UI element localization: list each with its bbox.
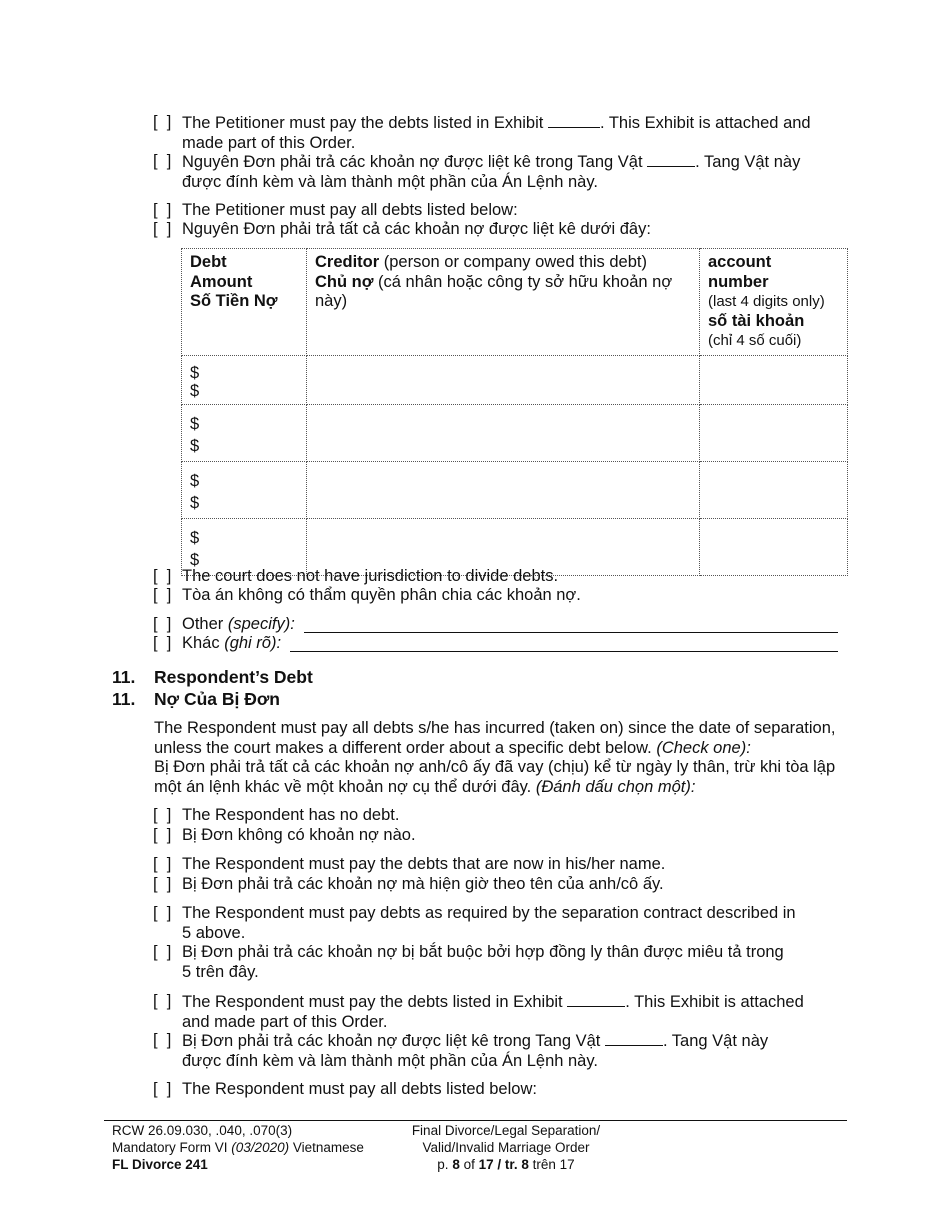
checkbox[interactable]: [ ] (153, 826, 172, 844)
text (112, 1139, 364, 1156)
text: trên 17 (528, 1157, 575, 1172)
text: . Tang Vật này (662, 1032, 769, 1050)
header-account-number (700, 249, 848, 356)
text: 8 (521, 1157, 529, 1172)
text: . This Exhibit is attached and (599, 114, 811, 132)
intro-vi (154, 758, 854, 797)
text: . Tang Vật này (695, 153, 801, 171)
opt2-vi: Bị Đơn phải trả các khoản nợ mà hiện giờ theo tên của anh/cô ấy. (182, 875, 664, 893)
text: (03/2020) (231, 1140, 290, 1155)
footer-left (112, 1122, 364, 1173)
text: RCW 26.09.030, .040, .070(3) (112, 1123, 293, 1138)
table-header-row (182, 249, 848, 356)
text: (ghi rõ): (224, 634, 282, 652)
text: number (708, 272, 769, 291)
debt-amount-cell[interactable] (182, 404, 307, 461)
dollar-sign: $ (190, 550, 200, 569)
checkbox[interactable]: [ ] (153, 1080, 172, 1098)
checkbox[interactable]: [ ] (153, 806, 172, 824)
debts-table (181, 248, 848, 576)
dollar-sign: $ (190, 363, 200, 382)
pet-exhibit-vi (182, 152, 800, 192)
text: Other (182, 615, 228, 633)
text: The Respondent must pay all debts s/he has incurred (taken on) since the date of separation, unless the court makes a different order about a specific debt below. (154, 719, 836, 757)
checkbox[interactable]: [ ] (153, 586, 172, 604)
checkbox[interactable]: [ ] (153, 615, 172, 633)
opt4-en (182, 992, 804, 1032)
checkbox[interactable]: [ ] (153, 634, 172, 652)
text: (person or company owed this debt) (379, 253, 647, 271)
exhibit-blank[interactable] (548, 113, 600, 128)
text: of (459, 1157, 479, 1172)
text: (last 4 digits only) (708, 293, 825, 310)
text: (chỉ 4 số cuối) (708, 332, 802, 349)
dollar-sign: $ (190, 528, 200, 547)
opt2-en: The Respondent must pay the debts that are now in his/her name. (182, 855, 666, 873)
text: được đính kèm và làm thành một phần của Án Lệnh này. (182, 1051, 598, 1070)
opt5-en: The Respondent must pay all debts listed below: (182, 1080, 537, 1098)
text: . This Exhibit is attached (625, 993, 804, 1011)
text: Bị Đơn phải trả các khoản nợ bị bắt buộc bởi hợp đồng ly thân được miêu tả trong (182, 943, 784, 961)
dollar-sign: $ (190, 471, 200, 490)
creditor-cell[interactable] (307, 404, 700, 461)
dollar-sign: $ (190, 381, 200, 400)
form-id: FL Divorce 241 (112, 1157, 208, 1172)
table-row (182, 355, 848, 404)
text: Số Tiền Nợ (190, 292, 278, 310)
section-title-en: Respondent’s Debt (154, 667, 313, 687)
text: Mandatory Form VI (112, 1140, 232, 1155)
text: số tài khoản (708, 311, 805, 330)
text: made part of this Order. (182, 133, 356, 152)
checkbox[interactable]: [ ] (153, 113, 172, 131)
pet-exhibit-en (182, 113, 811, 153)
text: (cá nhân hoặc công ty sở hữu khoản nợ này) (315, 272, 673, 310)
text: account (708, 253, 772, 271)
text: Khác (182, 634, 225, 652)
exhibit-blank[interactable] (605, 1031, 663, 1046)
text: Amount (190, 272, 253, 291)
opt3-vi (182, 943, 784, 982)
section-number: 11. (112, 667, 136, 687)
text: 5 above. (182, 923, 246, 942)
text: The Respondent must pay debts as required by the separation contract described in (182, 904, 796, 922)
header-creditor (307, 249, 700, 356)
intro-en (154, 719, 854, 758)
checkbox[interactable]: [ ] (153, 220, 172, 238)
text: The Respondent must pay the debts listed in Exhibit (182, 993, 563, 1011)
opt4-vi (182, 1031, 768, 1071)
account-cell[interactable] (700, 461, 848, 518)
dollar-sign: $ (190, 414, 200, 433)
opt1-en: The Respondent has no debt. (182, 806, 400, 824)
exhibit-blank[interactable] (647, 152, 695, 167)
text: (Đánh dấu chọn một): (531, 777, 696, 796)
checkbox[interactable]: [ ] (153, 943, 172, 961)
creditor-cell[interactable] (307, 461, 700, 518)
pet-below-en: The Petitioner must pay all debts listed below: (182, 201, 518, 219)
footer-divider (104, 1120, 847, 1121)
debt-amount-cell[interactable] (182, 355, 307, 404)
text: Chủ nợ (315, 272, 374, 291)
checkbox[interactable]: [ ] (153, 567, 172, 585)
text: (specify): (227, 615, 295, 633)
account-cell[interactable] (700, 404, 848, 461)
other-vi (182, 634, 281, 654)
dollar-sign: $ (190, 493, 200, 512)
text: được đính kèm và làm thành một phần của Án Lệnh này. (182, 172, 598, 191)
section-number: 11. (112, 689, 136, 709)
other-en (182, 615, 295, 635)
checkbox[interactable]: [ ] (153, 1031, 172, 1049)
account-cell[interactable] (700, 355, 848, 404)
text: and made part of this Order. (182, 1012, 388, 1031)
dollar-sign: $ (190, 436, 200, 455)
text: 5 trên đây. (182, 962, 259, 981)
text: Nguyên Đơn phải trả các khoản nợ được liệt kê trong Tang Vật (182, 153, 643, 171)
debt-amount-cell[interactable] (182, 461, 307, 518)
checkbox[interactable]: [ ] (153, 904, 172, 922)
text: The Petitioner must pay the debts listed in Exhibit (182, 114, 544, 132)
text: Valid/Invalid Marriage Order (422, 1140, 590, 1155)
creditor-cell[interactable] (307, 355, 700, 404)
text: Debt (190, 253, 227, 271)
no-jurisdiction-en: The court does not have jurisdiction to divide debts. (182, 567, 559, 585)
exhibit-blank[interactable] (567, 992, 625, 1007)
checkbox[interactable]: [ ] (153, 152, 172, 170)
opt3-en (182, 904, 796, 943)
header-debt-amount (182, 249, 307, 356)
text: Creditor (315, 253, 380, 271)
text: (Check one): (651, 738, 751, 757)
text: Bị Đơn phải trả tất cả các khoản nợ anh/cô ấy đã vay (chịu) kể từ ngày ly thân, trừ khi tòa lập một án lệnh khác về một khoản nợ cụ thể dưới đây. (154, 758, 836, 796)
table-row (182, 404, 848, 461)
pet-below-vi: Nguyên Đơn phải trả tất cả các khoản nợ được liệt kê dưới đây: (182, 220, 651, 238)
checkbox[interactable]: [ ] (153, 875, 172, 893)
opt1-vi: Bị Đơn không có khoản nợ nào. (182, 826, 416, 844)
footer-middle (396, 1122, 616, 1173)
table-row (182, 461, 848, 518)
text: 8 (452, 1157, 460, 1172)
checkbox[interactable]: [ ] (153, 855, 172, 873)
other-specify-line[interactable] (290, 651, 838, 652)
text: 17 (478, 1157, 494, 1172)
section-title-vi: Nợ Của Bị Đơn (154, 689, 280, 709)
text: Bị Đơn phải trả các khoản nợ được liệt kê trong Tang Vật (182, 1032, 601, 1050)
checkbox[interactable]: [ ] (153, 992, 172, 1010)
text: / tr. (493, 1157, 522, 1172)
other-specify-line[interactable] (304, 632, 838, 633)
page-number (396, 1156, 616, 1173)
checkbox[interactable]: [ ] (153, 201, 172, 219)
account-cell[interactable] (700, 518, 848, 575)
text: p. (437, 1157, 453, 1172)
text: Final Divorce/Legal Separation/ (411, 1123, 601, 1138)
text: Vietnamese (289, 1140, 364, 1155)
no-jurisdiction-vi: Tòa án không có thẩm quyền phân chia các khoản nợ. (182, 586, 581, 604)
